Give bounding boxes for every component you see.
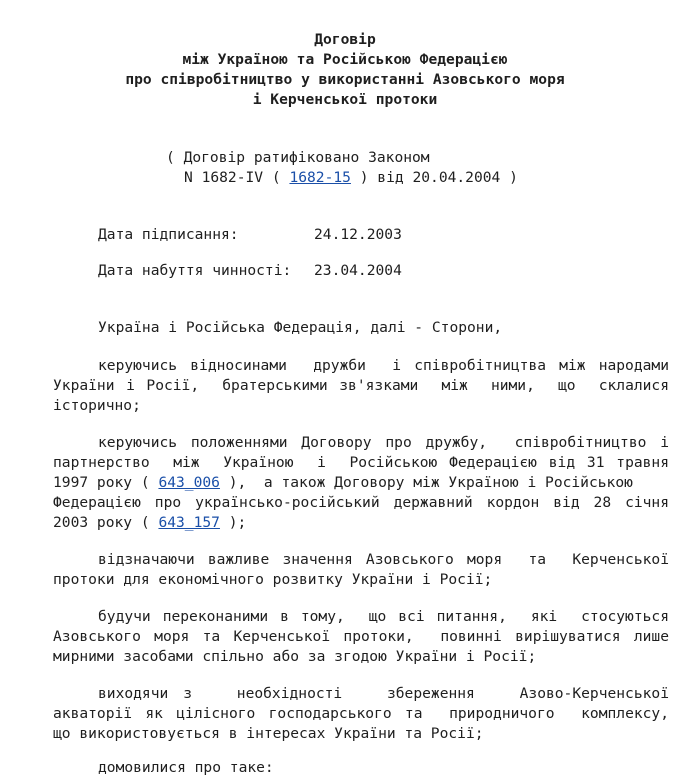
paragraph-1-line-3: історично; — [53, 397, 141, 414]
entry-date-label: Дата набуття чинності: — [98, 262, 292, 279]
paragraph-4-line-3: мирними засобами спільно або за згодою України і Росії; — [53, 648, 537, 665]
ratification-prefix: N 1682-IV ( — [184, 169, 290, 186]
paragraph-4-line-2: Азовського моря та Керченської протоки, повинні вирішуватися лише — [53, 628, 669, 645]
paragraph-5-line-1: виходячи з необхідності збереження Азово-Керченської — [98, 685, 669, 702]
paragraph-2-line-3-suffix: ), а також Договору між Україною і Російською — [219, 474, 633, 491]
paragraph-2-line-2: партнерство між Україною і Російською Федерацією від 31 травня — [53, 454, 669, 471]
paragraph-2-line-5 — [53, 513, 246, 533]
title-line-2: між Україною та Російською Федерацією — [182, 51, 508, 68]
paragraph-3-line-1: відзначаючи важливе значення Азовського моря та Керченської — [98, 551, 669, 568]
paragraph-2-line-3-prefix: 1997 року ( — [53, 474, 159, 491]
paragraph-6: домовилися про таке: — [98, 759, 274, 776]
signing-date-value: 24.12.2003 — [314, 226, 402, 243]
paragraph-2-line-5-prefix: 2003 року ( — [53, 514, 159, 531]
signing-date-label: Дата підписання: — [98, 226, 239, 243]
ratification-suffix: ) від 20.04.2004 ) — [350, 169, 518, 186]
paragraph-2-line-5-suffix: ); — [219, 514, 247, 531]
preamble-intro: Україна і Російська Федерація, далі - Сторони, — [98, 319, 503, 336]
paragraph-1-line-1: керуючись відносинами дружби і співробітництва між народами — [98, 357, 669, 374]
paragraph-2-line-3 — [53, 473, 633, 493]
treaty-link-643-157[interactable]: 643_157 — [158, 514, 220, 531]
paragraph-2-line-1: керуючись положеннями Договору про дружбу, співробітництво і — [98, 434, 669, 451]
paragraph-3-line-2: протоки для економічного розвитку України і Росії; — [53, 571, 493, 588]
paragraph-4-line-1: будучи переконаними в тому, що всі питання, які стосуються — [98, 608, 669, 625]
paragraph-2-line-4: Федерацією про українсько-російський державний кордон від 28 січня — [53, 494, 669, 511]
title-line-3: про співробітництво у використанні Азовського моря — [125, 71, 565, 88]
ratification-line-2 — [184, 168, 518, 188]
entry-date-value: 23.04.2004 — [314, 262, 402, 279]
title-line-1: Договір — [314, 31, 376, 48]
paragraph-5-line-2: акваторії як цілісного господарського та природничого комплексу, — [53, 705, 669, 722]
paragraph-1-line-2: України і Росії, братерськими зв'язками між ними, що склалися — [53, 377, 669, 394]
treaty-link-643-006[interactable]: 643_006 — [158, 474, 220, 491]
law-link[interactable]: 1682-15 — [289, 169, 351, 186]
title-line-4: і Керченської протоки — [252, 91, 438, 108]
ratification-line-1: ( Договір ратифіковано Законом — [166, 149, 430, 166]
paragraph-5-line-3: що використовується в інтересах України та Росії; — [53, 725, 484, 742]
